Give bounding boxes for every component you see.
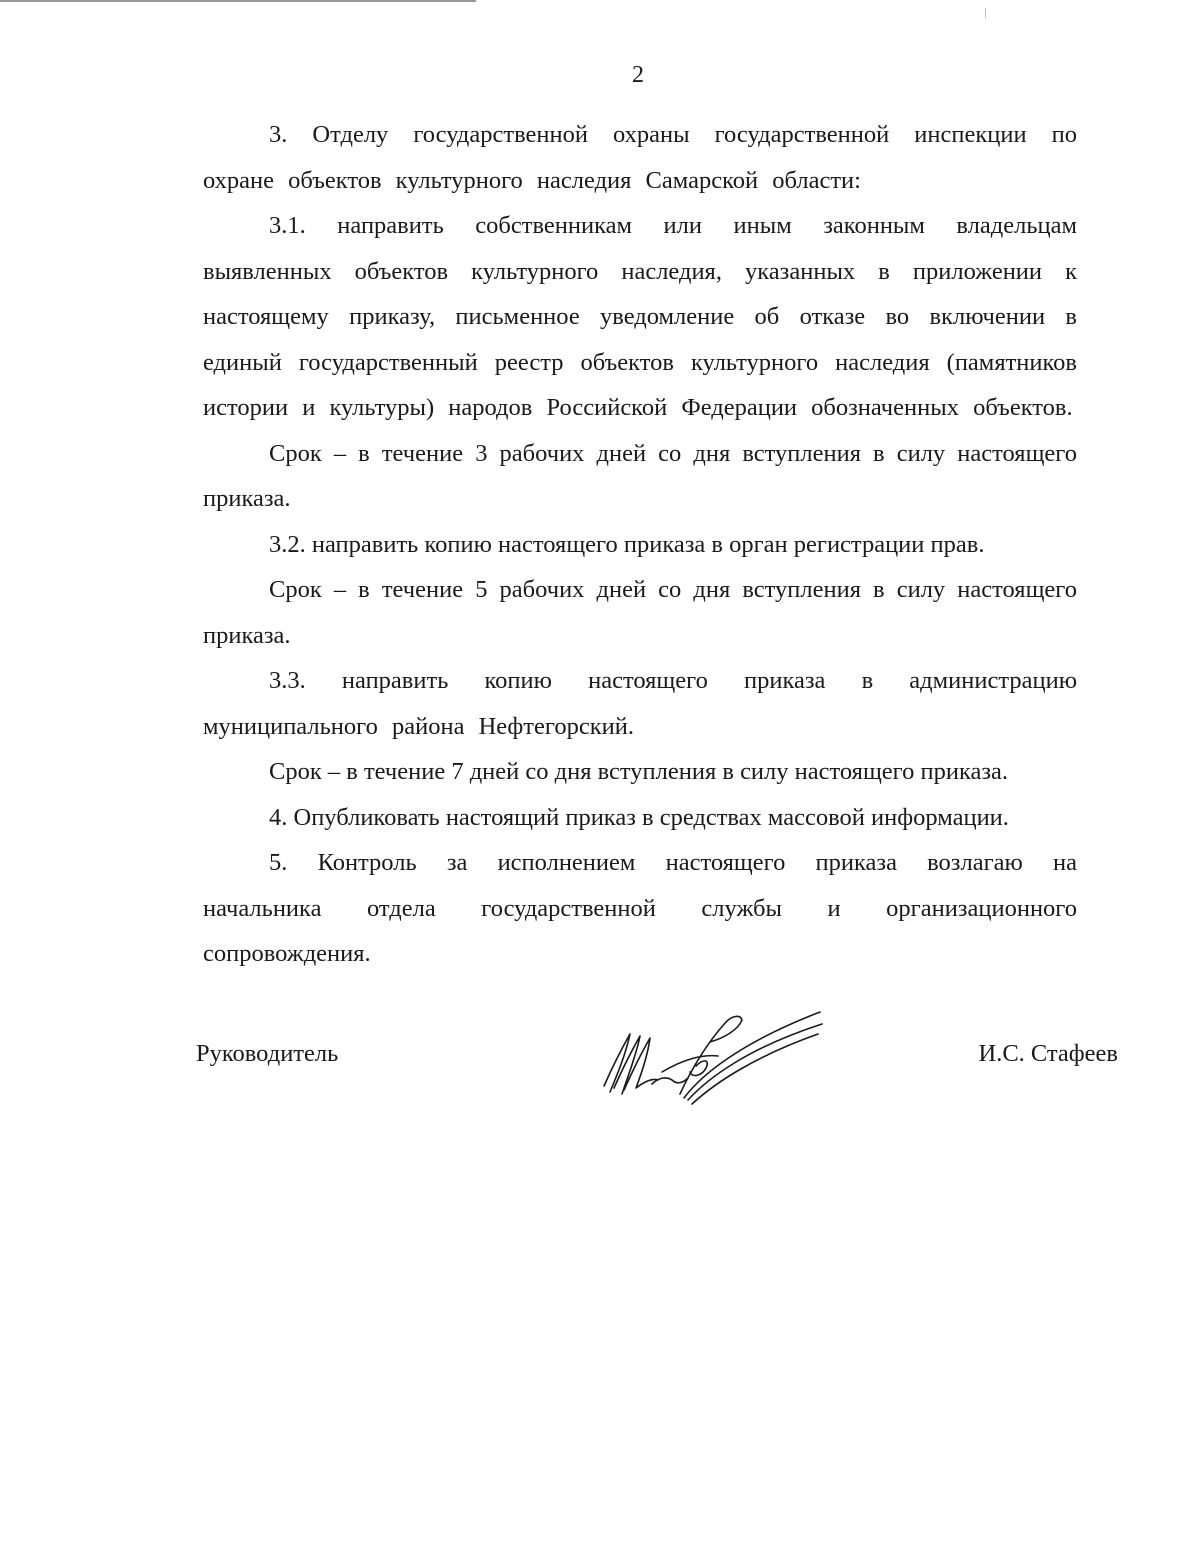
paragraph-3-1: 3.1. направить собственникам или иным законным владельцам выявленных объектов культурного наследия, указанных в приложении к настоящему приказу, письменное уведомление об отказе во включении в единый государственный реестр объектов культурного наследия (памятников истории и культуры) народов Российской Федерации обозначенных объектов.	[203, 212, 1077, 421]
signatory-name: И.С. Стафеев	[978, 1040, 1118, 1067]
paragraph-3: 3. Отделу государственной охраны государственной инспекции по охране объектов культурного наследия Самарской области:	[203, 121, 1077, 194]
paragraph-deadline-5-days: Срок – в течение 5 рабочих дней со дня вступления в силу настоящего приказа.	[203, 576, 1077, 649]
signature-icon	[592, 998, 824, 1108]
paragraph-4: 4. Опубликовать настоящий приказ в средствах массовой информации.	[269, 803, 1009, 831]
document-body	[203, 112, 1077, 977]
paragraph-3-3: 3.3. направить копию настоящего приказа в администрацию муниципального района Нефтегорский.	[203, 667, 1077, 740]
paragraph-3-2: 3.2. направить копию настоящего приказа в орган регистрации прав.	[269, 530, 985, 558]
signatory-role: Руководитель	[196, 1040, 339, 1067]
paragraph-deadline-7-days: Срок – в течение 7 дней со дня вступления в силу настоящего приказа.	[269, 758, 1009, 785]
paragraph-5: 5. Контроль за исполнением настоящего приказа возлагаю на начальника отдела государственной службы и организационного сопровождения.	[203, 849, 1077, 967]
scan-artifact-mark	[985, 8, 986, 18]
scan-edge-line	[0, 0, 476, 2]
paragraph-deadline-3-days: Срок – в течение 3 рабочих дней со дня вступления в силу настоящего приказа.	[203, 439, 1077, 512]
page-number: 2	[632, 62, 644, 88]
